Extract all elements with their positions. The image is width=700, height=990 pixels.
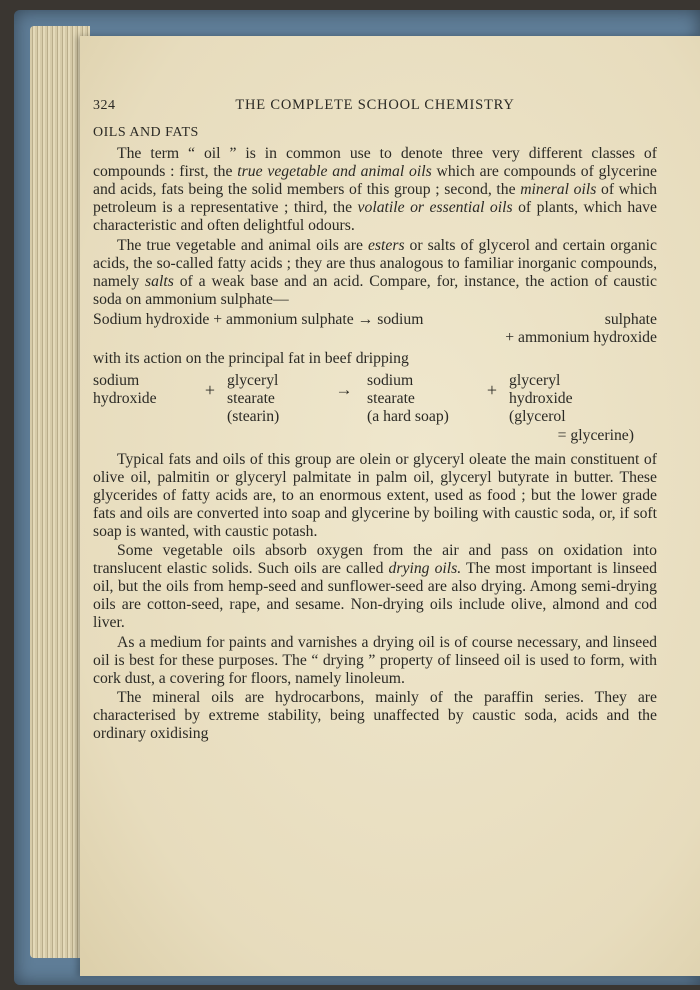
paragraph-6: The mineral oils are hydrocarbons, mainly of the paraffin series. They are characterised by extreme stability, being unaffected by caustic soda, acids and the ordinary oxidising [93,688,657,742]
page-text [93,96,657,743]
reaction-arrow: → [335,380,353,400]
product-glyceryl-hydroxide: glyceryl hydroxide (glycerol = glycerine) [509,372,634,444]
paragraph-3: Typical fats and oils of this group are olein or glyceryl oleate the main constituent of olive oil, palmitin or glyceryl palmitate in palm oil, glyceryl butyrate in butter. These glycerides of fatty acids are, to an enormous extent, used as food ; but the lower grade fats and oils are converted into soap and glycerine by boiling with caustic soda, or, if soft soap is wanted, with caustic potash. [93,450,657,540]
saponification-scheme [93,372,657,444]
page-header [93,96,657,118]
reactant-glyceryl-stearate: glyceryl stearate (stearin) [227,372,280,426]
equation-ammonium: Sodium hydroxide + ammonium sulphate → sodium sulphate + ammonium hydroxide [93,310,657,347]
running-title: THE COMPLETE SCHOOL CHEMISTRY [235,97,515,113]
section-heading: OILS AND FATS [93,125,199,140]
bridge-line: with its action on the principal fat in beef dripping [93,350,409,368]
paragraph-1: The term “ oil ” is in common use to denote three very different classes of compounds : first, the true vegetable and animal oils which are compounds of glycerine and acids, fats being the solid members of this group ; second, the mineral oils of which petroleum is a representative ; third, the volatile or essential oils of plants, which have characteristic and often delightful odours. [93,145,658,235]
plus-sign: + [486,380,498,401]
product-sodium-stearate: sodium stearate (a hard soap) [367,372,449,426]
paragraph-2: The true vegetable and animal oils are esters or salts of glycerol and certain organic acids, the so-called fatty acids ; they are thus analogous to familiar inorganic compounds, namely salts of a weak base and an acid. Compare, for, instance, the action of caustic soda on ammonium sulphate— [93,236,657,308]
paragraph-4: Some vegetable oils absorb oxygen from the air and pass on oxidation into translucent elastic solids. Such oils are called drying oils. The most important is linseed oil, but the oils from hemp-seed and sunflower-seed are also drying. Among semi-drying oils are cotton-seed, rape, and sesame. Non-drying oils include olive, almond and cod liver. [93,542,658,632]
reactant-sodium-hydroxide: sodium hydroxide [93,372,157,408]
page-number: 324 [93,98,116,113]
paragraph-5: As a medium for paints and varnishes a drying oil is of course necessary, and linseed oil is best for these purposes. The “ drying ” property of linseed oil is used to form, with cork dust, a covering for floors, namely linoleum. [93,633,657,687]
plus-sign: + [204,380,216,401]
